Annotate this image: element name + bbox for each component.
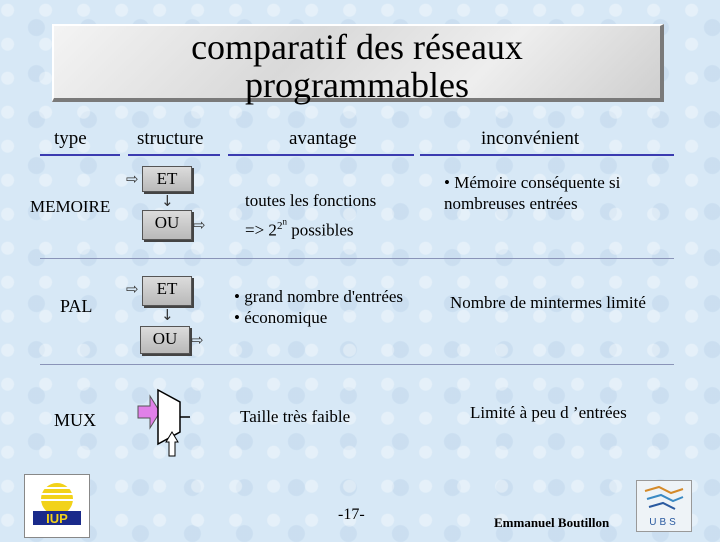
iup-logo-text: IUP — [46, 511, 68, 526]
avantage-pal-line1: • grand nombre d'entrées — [234, 287, 404, 306]
gate-ou-memoire: OU — [142, 210, 192, 240]
avantage-memoire-line1: toutes les fonctions — [245, 191, 377, 210]
avantage-memoire — [245, 190, 376, 240]
avantage-mux: Taille très faible — [240, 407, 351, 426]
avantage-memoire-exp1: 2 — [276, 219, 283, 232]
header-inconvenient: inconvénient — [481, 128, 580, 149]
iup-logo-icon — [25, 475, 89, 537]
row-type-pal: PAL — [60, 296, 93, 316]
row-type-memoire: MEMOIRE — [30, 197, 111, 216]
avantage-memoire-suffix: possibles — [286, 220, 354, 240]
avantage-pal — [234, 286, 403, 328]
header-rule-avantage — [228, 154, 414, 156]
avantage-memoire-prefix: => 2 — [245, 220, 277, 240]
page-number: -17- — [338, 506, 365, 523]
arrow-right-icon: ⇨ — [193, 216, 206, 234]
ubs-logo — [636, 480, 692, 532]
inconvenient-memoire: • Mémoire conséquente si nombreuses entrées — [444, 173, 621, 213]
inconvenient-pal: Nombre de mintermes limité — [450, 293, 646, 312]
avantage-memoire-line2 — [245, 211, 376, 240]
gate-ou-pal: OU — [140, 326, 190, 354]
arrow-right-icon: ⇨ — [191, 331, 204, 349]
header-type: type — [54, 128, 87, 149]
arrow-right-icon: ⇨ — [126, 280, 139, 298]
row-type-mux: MUX — [54, 410, 97, 430]
mux-input-arrow-icon — [138, 396, 160, 428]
author-name: Emmanuel Boutillon — [494, 515, 610, 530]
title-line-2: programmables — [245, 65, 469, 105]
header-avantage: avantage — [289, 128, 357, 149]
arrow-down-icon: ↓ — [161, 192, 174, 210]
header-rule-structure — [128, 154, 220, 156]
avantage-memoire-exp2: n — [282, 216, 287, 226]
header-rule-type — [40, 154, 120, 156]
ubs-logo-icon — [637, 481, 691, 531]
arrow-down-icon: ↓ — [161, 306, 174, 324]
arrow-right-icon: ⇨ — [126, 170, 139, 188]
mux-trapezoid-icon — [158, 390, 180, 444]
gate-et-pal: ET — [142, 276, 192, 306]
header-rule-inconvenient — [420, 154, 674, 156]
iup-logo — [24, 474, 90, 538]
ubs-logo-text: UBS — [649, 517, 679, 528]
row-separator-1 — [40, 258, 674, 259]
header-structure: structure — [137, 128, 204, 149]
mux-symbol-icon — [132, 384, 192, 460]
avantage-pal-line2: • économique — [234, 308, 328, 327]
row-separator-2 — [40, 364, 674, 365]
slide-title — [52, 24, 664, 105]
gate-et-memoire: ET — [142, 166, 192, 192]
inconvenient-mux: Limité à peu d ’entrées — [470, 403, 627, 422]
title-line-1: comparatif des réseaux — [191, 27, 523, 67]
